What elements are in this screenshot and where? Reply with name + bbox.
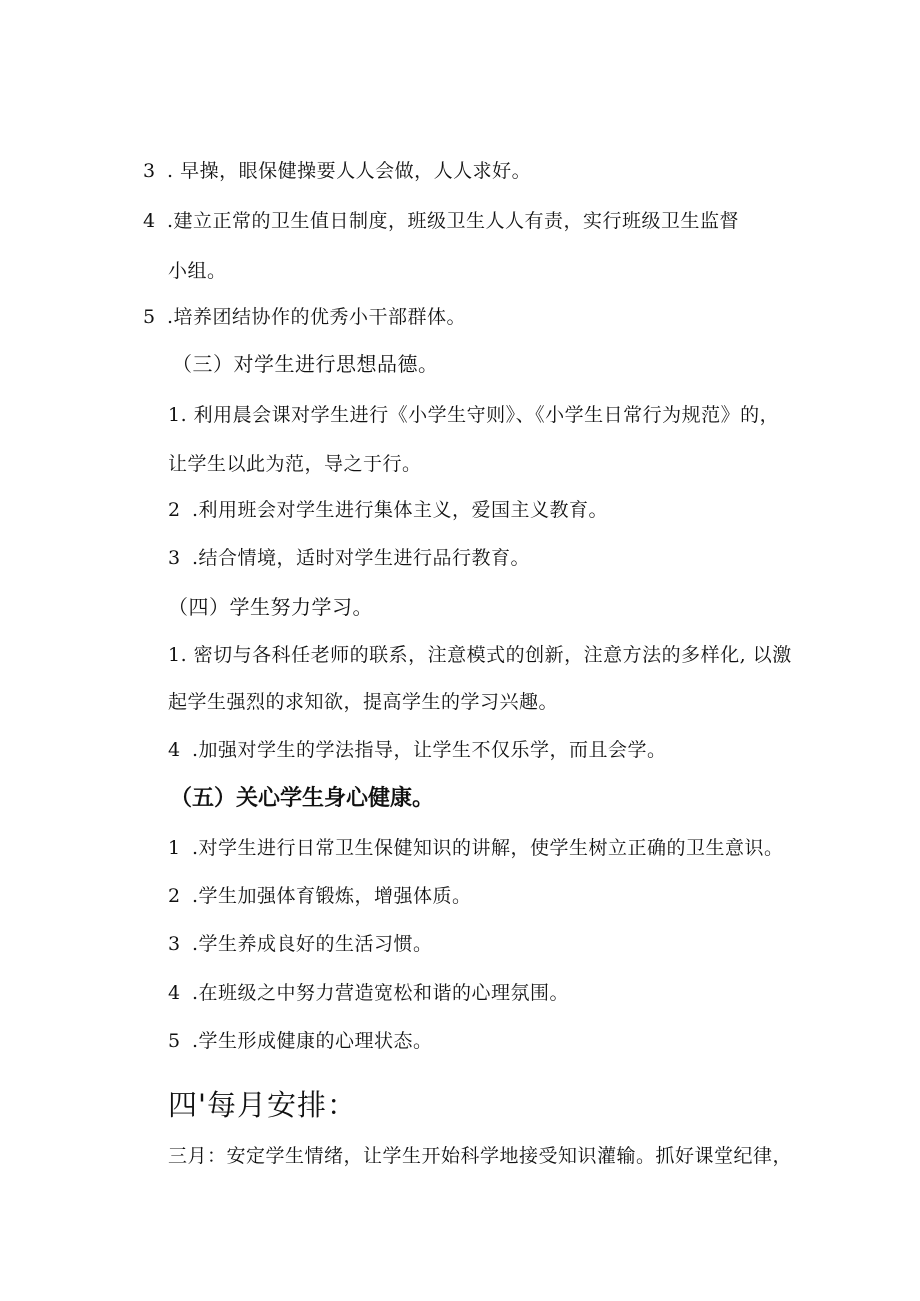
item-text: .培养团结协作的优秀小干部群体。 (167, 306, 467, 328)
item-text: .学生形成健康的心理状态。 (192, 1030, 433, 1052)
list-item (168, 883, 472, 909)
paragraph-line: 1. 利用晨会课对学生进行《小学生守则》、《小学生日常行为规范》的， (168, 404, 780, 426)
list-item (168, 1028, 433, 1054)
list-item (168, 835, 784, 861)
chapter-heading: 四'每月安排： (168, 1088, 357, 1122)
item-text: .对学生进行日常卫生保健知识的讲解，使学生树立正确的卫生意识。 (192, 837, 784, 859)
list-item (168, 931, 433, 957)
list-item (168, 545, 530, 571)
item-number: 4 (168, 739, 181, 761)
item-text: .结合情境，适时对学生进行品行教育。 (192, 547, 531, 569)
item-number: 3 (168, 547, 181, 569)
paragraph-line: 起学生强烈的求知欲，提高学生的学习兴趣。 (168, 691, 559, 713)
section-heading: （三）对学生进行思想品德。 (172, 352, 439, 376)
list-item (168, 497, 608, 523)
section-heading: （四）学生努力学习。 (168, 595, 373, 619)
item-number: 4 (168, 982, 181, 1004)
paragraph-line: 小组。 (168, 260, 227, 282)
item-number: 2 (168, 499, 181, 521)
item-number: 5 (143, 306, 156, 328)
list-item (168, 737, 667, 763)
item-text: .利用班会对学生进行集体主义，爱国主义教育。 (192, 499, 609, 521)
item-text: . 早操，眼保健操要人人会做，人人求好。 (167, 160, 532, 182)
item-number: 3 (143, 160, 156, 182)
list-item (143, 208, 739, 234)
item-text: .建立正常的卫生值日制度，班级卫生人人有责，实行班级卫生监督 (167, 210, 740, 232)
item-text: .加强对学生的学法指导，让学生不仅乐学，而且会学。 (192, 739, 667, 761)
list-item (143, 304, 466, 330)
list-item (168, 980, 569, 1006)
item-number: 2 (168, 885, 181, 907)
item-text: .学生加强体育锻炼，增强体质。 (192, 885, 472, 907)
section-heading: （五）关心学生身心健康。 (170, 786, 435, 811)
paragraph-line: 1. 密切与各科任老师的联系，注意模式的创新，注意方法的多样化, 以激 (168, 644, 792, 666)
item-number: 4 (143, 210, 156, 232)
item-text: .学生养成良好的生活习惯。 (192, 933, 433, 955)
paragraph-line: 让学生以此为范，导之于行。 (168, 453, 422, 475)
list-item (143, 158, 531, 184)
item-number: 1 (168, 837, 181, 859)
item-number: 3 (168, 933, 181, 955)
paragraph-line: 三月：安定学生情绪，让学生开始科学地接受知识灌输。抓好课堂纪律， (168, 1145, 793, 1167)
item-text: .在班级之中努力营造宽松和谐的心理氛围。 (192, 982, 570, 1004)
item-number: 5 (168, 1030, 181, 1052)
